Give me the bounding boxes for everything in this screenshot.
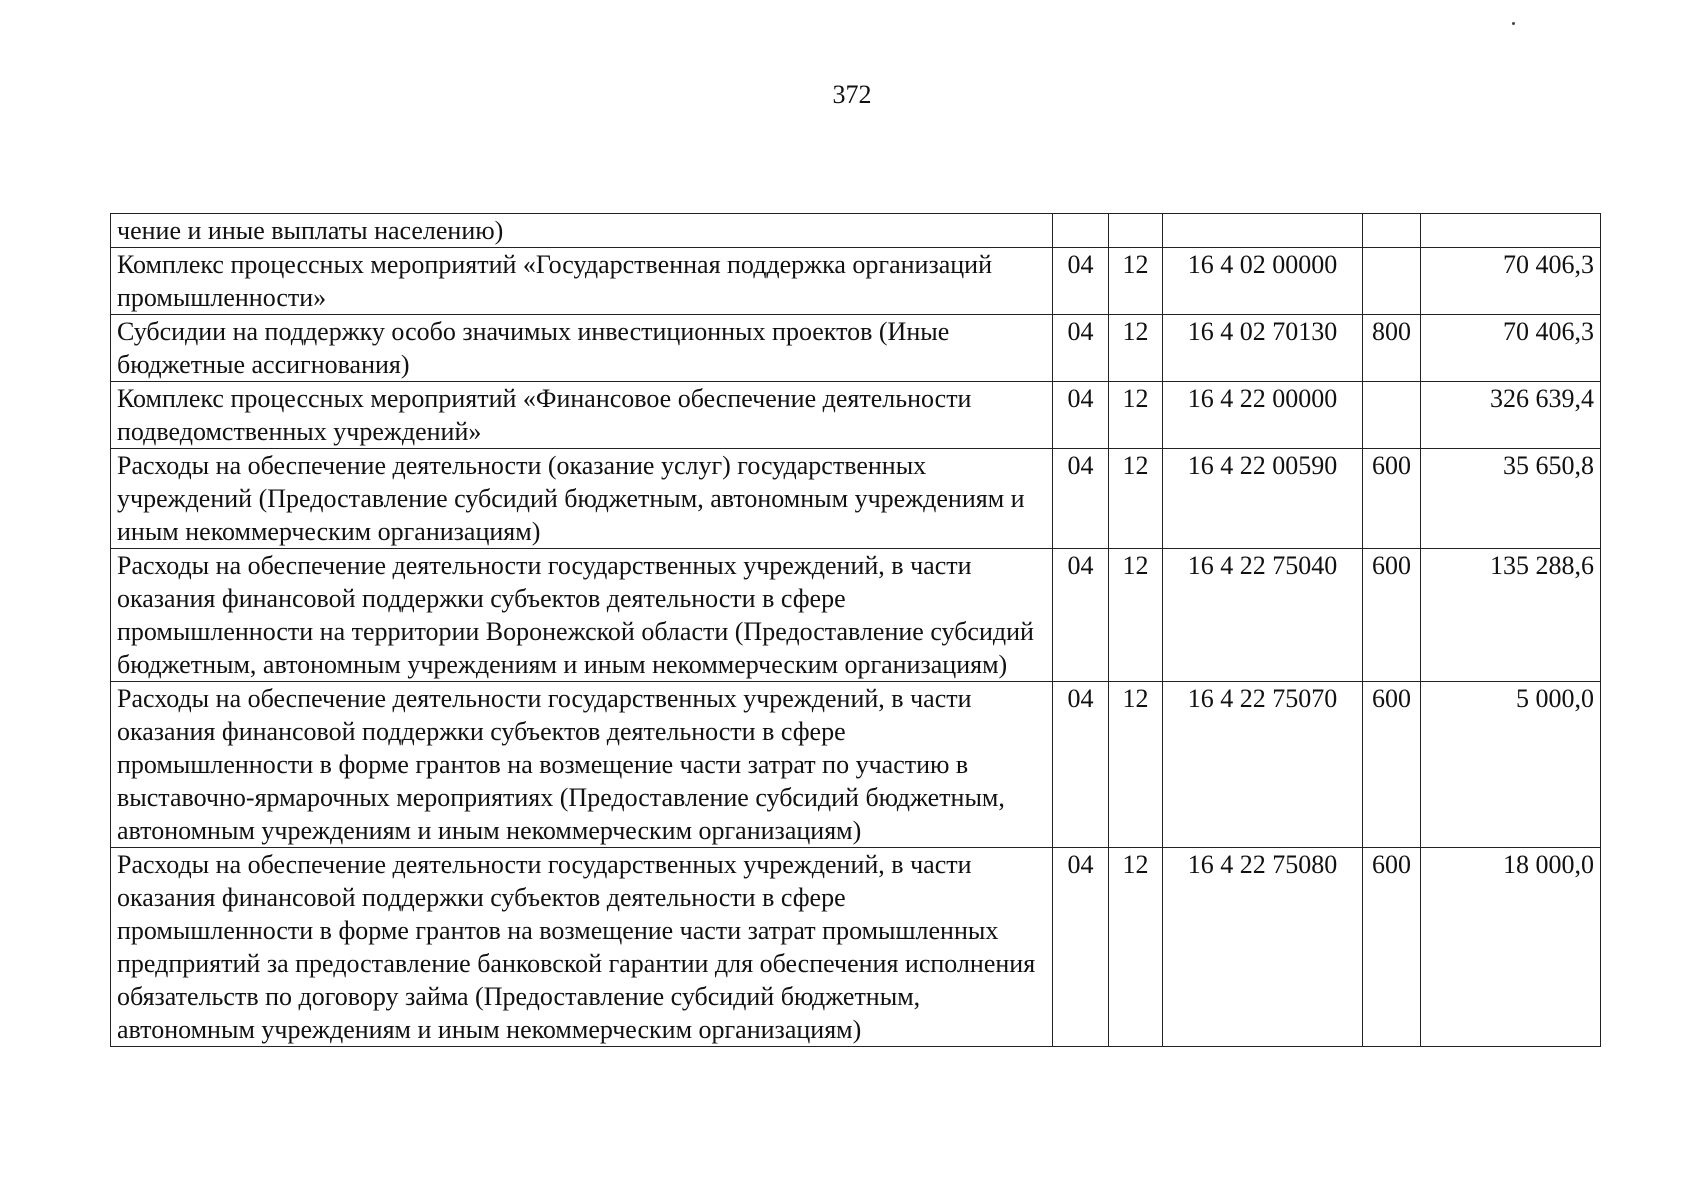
expense-type-cell: 600	[1363, 682, 1421, 848]
table-row	[111, 848, 1601, 1047]
row-name-cell: чение и иные выплаты населению)	[111, 214, 1053, 248]
row-name-cell: Комплекс процессных мероприятий «Финансовое обеспечение деятельности подведомственных учреждений»	[111, 382, 1053, 449]
expense-type-cell	[1363, 214, 1421, 248]
expense-type-cell	[1363, 248, 1421, 315]
section-code-cell	[1053, 214, 1109, 248]
page-number: 372	[832, 80, 872, 109]
subsection-code-cell	[1109, 214, 1163, 248]
table-row	[111, 248, 1601, 315]
section-code-cell: 04	[1053, 315, 1109, 382]
target-article-cell: 16 4 02 70130	[1163, 315, 1363, 382]
row-name-cell: Субсидии на поддержку особо значимых инвестиционных проектов (Иные бюджетные ассигнования)	[111, 315, 1053, 382]
amount-cell: 70 406,3	[1421, 315, 1601, 382]
table-row	[111, 214, 1601, 248]
subsection-code-cell: 12	[1109, 315, 1163, 382]
target-article-cell: 16 4 22 75070	[1163, 682, 1363, 848]
table-row	[111, 315, 1601, 382]
subsection-code-cell: 12	[1109, 682, 1163, 848]
subsection-code-cell: 12	[1109, 848, 1163, 1047]
section-code-cell: 04	[1053, 549, 1109, 682]
amount-cell: 70 406,3	[1421, 248, 1601, 315]
section-code-cell: 04	[1053, 382, 1109, 449]
amount-cell	[1421, 214, 1601, 248]
scan-speck	[1512, 22, 1515, 25]
expense-type-cell: 600	[1363, 848, 1421, 1047]
table-row	[111, 382, 1601, 449]
section-code-cell: 04	[1053, 682, 1109, 848]
expense-type-cell: 800	[1363, 315, 1421, 382]
amount-cell: 18 000,0	[1421, 848, 1601, 1047]
target-article-cell: 16 4 22 75040	[1163, 549, 1363, 682]
target-article-cell: 16 4 22 00000	[1163, 382, 1363, 449]
target-article-cell	[1163, 214, 1363, 248]
target-article-cell: 16 4 02 00000	[1163, 248, 1363, 315]
target-article-cell: 16 4 22 00590	[1163, 449, 1363, 549]
row-name-cell: Расходы на обеспечение деятельности государственных учреждений, в части оказания финансовой поддержки субъектов деятельности в сфере промышленности в форме грантов на возмещение части затрат промышленных предприятий за предоставление банковской гарантии для обеспечения исполнения обязательств по договору займа (Предоставление субсидий бюджетным, автономным учреждениям и иным некоммерческим организациям)	[111, 848, 1053, 1047]
row-name-cell: Расходы на обеспечение деятельности государственных учреждений, в части оказания финансовой поддержки субъектов деятельности в сфере промышленности в форме грантов на возмещение части затрат по участию в выставочно-ярмарочных мероприятиях (Предоставление субсидий бюджетным, автономным учреждениям и иным некоммерческим организациям)	[111, 682, 1053, 848]
expense-type-cell: 600	[1363, 449, 1421, 549]
row-name-cell: Расходы на обеспечение деятельности (оказание услуг) государственных учреждений (Предоставление субсидий бюджетным, автономным учреждениям и иным некоммерческим организациям)	[111, 449, 1053, 549]
subsection-code-cell: 12	[1109, 248, 1163, 315]
budget-table	[110, 213, 1601, 1047]
amount-cell: 326 639,4	[1421, 382, 1601, 449]
table-row	[111, 449, 1601, 549]
target-article-cell: 16 4 22 75080	[1163, 848, 1363, 1047]
subsection-code-cell: 12	[1109, 449, 1163, 549]
row-name-cell: Расходы на обеспечение деятельности государственных учреждений, в части оказания финансовой поддержки субъектов деятельности в сфере промышленности на территории Воронежской области (Предоставление субсидий бюджетным, автономным учреждениям и иным некоммерческим организациям)	[111, 549, 1053, 682]
expense-type-cell	[1363, 382, 1421, 449]
subsection-code-cell: 12	[1109, 549, 1163, 682]
table-row	[111, 682, 1601, 848]
section-code-cell: 04	[1053, 449, 1109, 549]
table-row	[111, 549, 1601, 682]
amount-cell: 5 000,0	[1421, 682, 1601, 848]
amount-cell: 135 288,6	[1421, 549, 1601, 682]
expense-type-cell: 600	[1363, 549, 1421, 682]
amount-cell: 35 650,8	[1421, 449, 1601, 549]
subsection-code-cell: 12	[1109, 382, 1163, 449]
section-code-cell: 04	[1053, 848, 1109, 1047]
row-name-cell: Комплекс процессных мероприятий «Государственная поддержка организаций промышленности»	[111, 248, 1053, 315]
section-code-cell: 04	[1053, 248, 1109, 315]
